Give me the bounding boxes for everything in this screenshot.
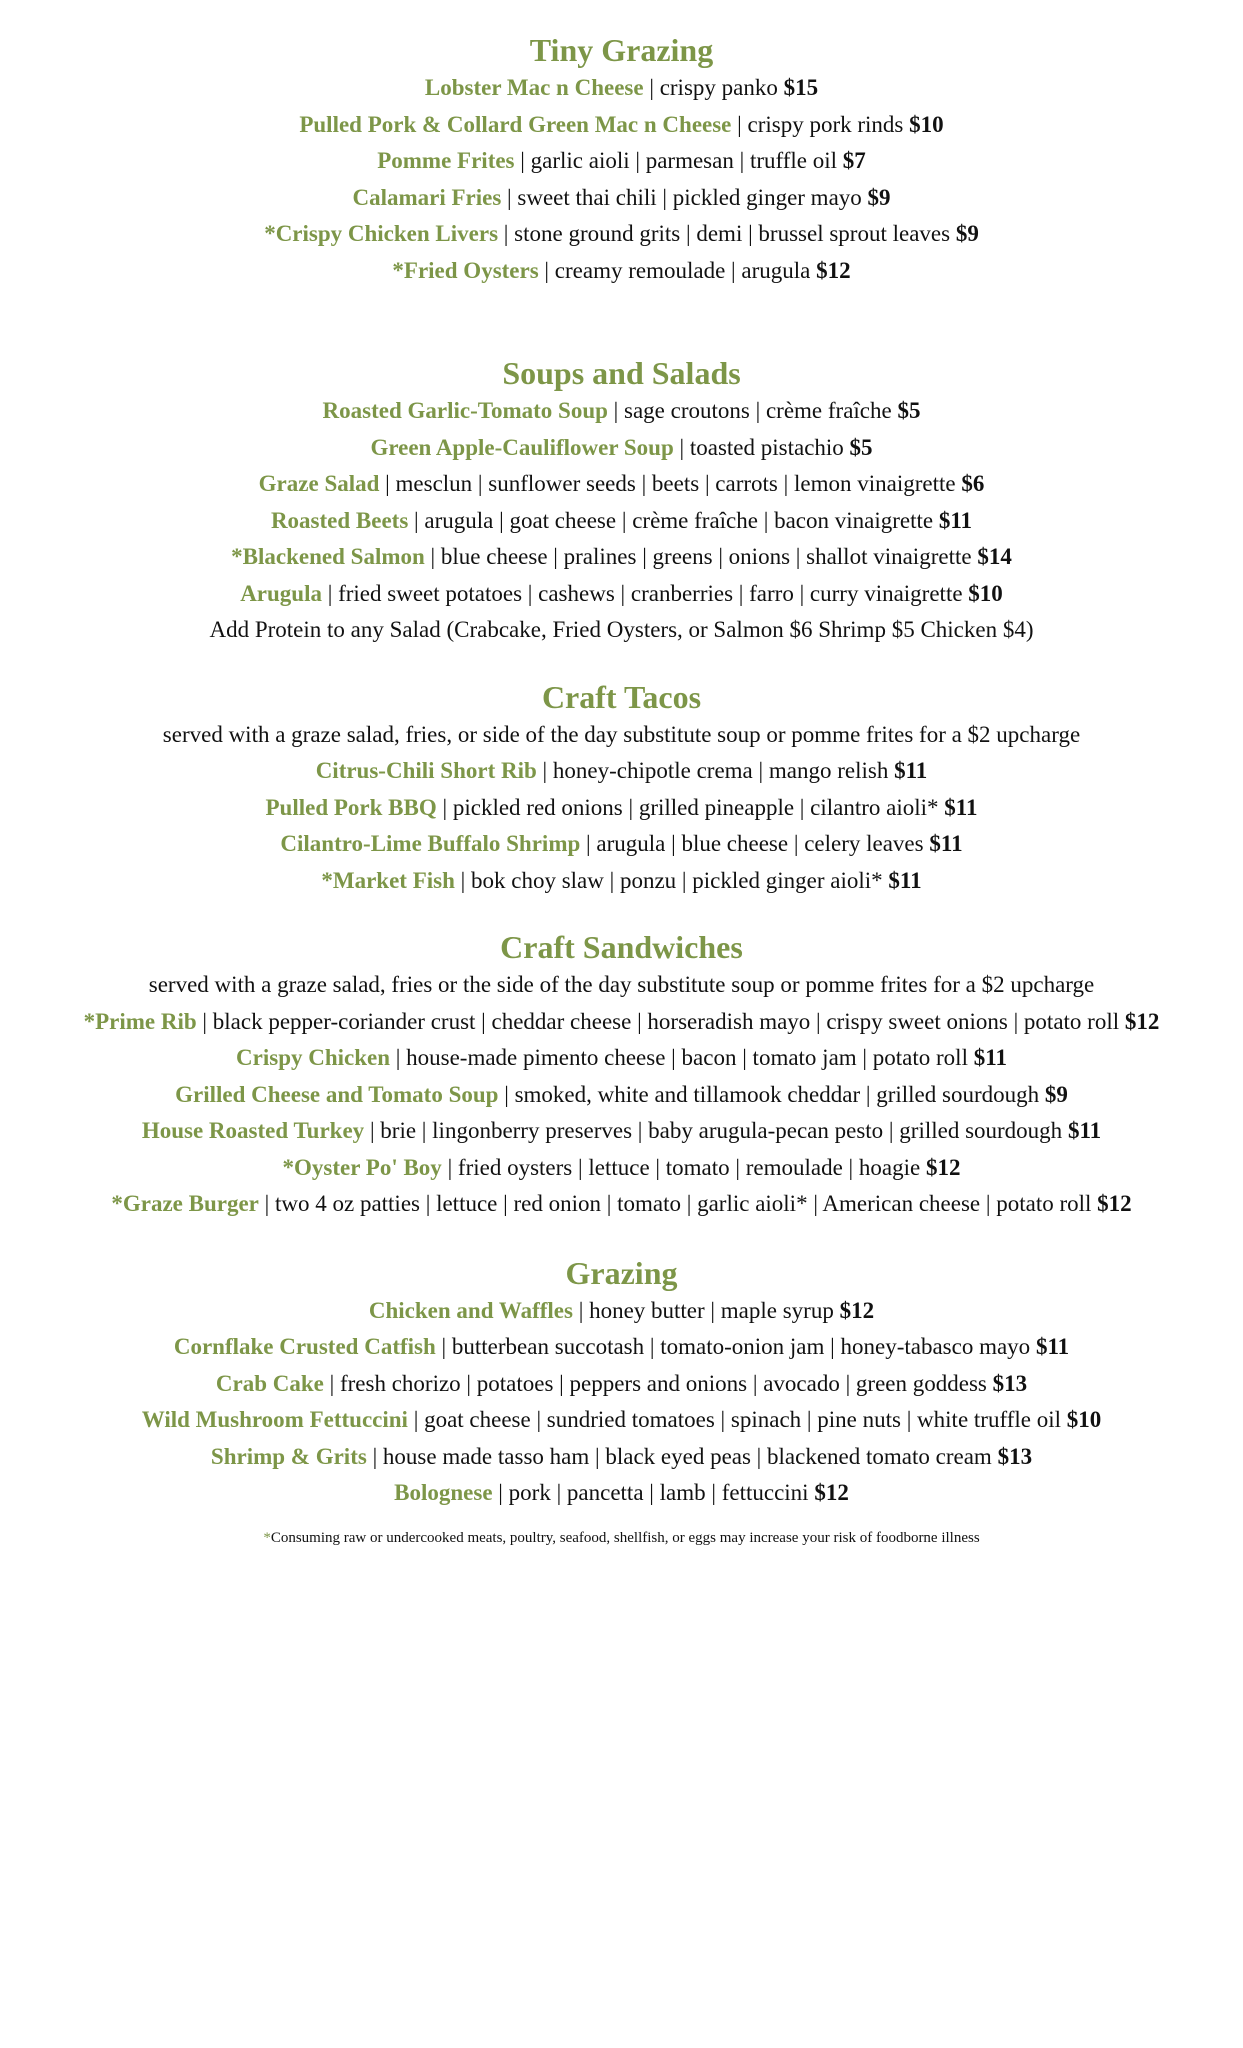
- menu-item-separator: |: [323, 1370, 340, 1396]
- menu-item-separator: |: [408, 507, 425, 533]
- footnote-text: Consuming raw or undercooked meats, poultry, seafood, shellfish, or eggs may increase your risk of foodborne illness: [270, 1529, 980, 1546]
- section-craft-tacos: [0, 677, 1243, 900]
- menu-item-price: $11: [1035, 1334, 1070, 1359]
- menu-item-name: Cilantro-Lime Buffalo Shrimp: [280, 831, 581, 856]
- menu-item-description: pork | pancetta | lamb | fettuccini: [508, 1480, 809, 1505]
- menu-item-name: *Prime Rib: [83, 1008, 197, 1034]
- menu-item-description: bok choy slaw | ponzu | pickled ginger aioli*: [471, 867, 883, 893]
- menu-item-separator: |: [441, 1154, 458, 1180]
- menu-item-price: $12: [1124, 1008, 1160, 1034]
- menu-item-price: $10: [1066, 1407, 1102, 1432]
- menu-item-description: house made tasso ham | black eyed peas | blackened tomato cream: [382, 1443, 992, 1469]
- menu-item-price: $12: [1097, 1191, 1132, 1216]
- menu-item-name: Green Apple-Cauliflower Soup: [370, 434, 674, 460]
- section-title: Tiny Grazing: [529, 32, 714, 68]
- menu-item: [0, 1293, 1243, 1330]
- menu-item-separator: |: [379, 471, 396, 496]
- menu-item-description: house-made pimento cheese | bacon | tomato jam | potato roll: [406, 1045, 968, 1070]
- menu-item-name: *Oyster Po' Boy: [282, 1154, 442, 1180]
- menu-item-description: butterbean succotash | tomato-onion jam | honey-tabasco mayo: [451, 1334, 1031, 1359]
- menu-item-separator: |: [580, 831, 597, 856]
- menu-item-separator: |: [435, 1334, 452, 1359]
- menu-item: [0, 1186, 1243, 1223]
- menu-item-description: arugula | goat cheese | crème fraîche | bacon vinaigrette: [424, 507, 934, 533]
- menu-item-description: creamy remoulade | arugula: [554, 257, 811, 283]
- section-grazing: [0, 1253, 1243, 1512]
- menu-item: [0, 1113, 1243, 1150]
- menu-item-name: *Market Fish: [321, 867, 455, 893]
- section-title: Craft Tacos: [541, 678, 702, 715]
- menu-item-price: $12: [925, 1154, 961, 1180]
- section-title: Grazing: [565, 1254, 678, 1291]
- menu-item-name: Roasted Beets: [270, 507, 409, 533]
- section-title: Soups and Salads: [502, 355, 741, 391]
- menu-item: [0, 503, 1243, 540]
- menu-item: [0, 430, 1243, 467]
- menu-item-separator: |: [366, 1443, 383, 1469]
- menu-item-description: honey-chipotle crema | mango relish: [552, 758, 889, 783]
- menu-item-name: Crispy Chicken: [236, 1045, 391, 1070]
- menu-item: [0, 1077, 1243, 1114]
- menu-item-separator: |: [321, 580, 339, 606]
- menu-item: [0, 1004, 1243, 1041]
- menu-item: [0, 826, 1243, 863]
- menu-item: [0, 790, 1243, 827]
- menu-item-separator: |: [436, 794, 453, 820]
- menu-item-name: Graze Salad: [258, 471, 380, 496]
- menu-item-description: black pepper-coriander crust | cheddar cheese | horseradish mayo | crispy sweet onions | potato roll: [212, 1008, 1120, 1034]
- menu-item-description: brie | lingonberry preserves | baby arugula-pecan pesto | grilled sourdough: [380, 1118, 1063, 1143]
- menu-item-name: House Roasted Turkey: [141, 1118, 365, 1143]
- menu-item-description: smoked, white and tillamook cheddar | grilled sourdough: [514, 1081, 1040, 1107]
- menu-item: [0, 393, 1243, 430]
- section-craft-sandwiches: [0, 927, 1243, 1223]
- menu-item-separator: |: [498, 1081, 515, 1107]
- menu-item: [0, 1329, 1243, 1366]
- menu-item-price: $12: [816, 257, 851, 283]
- menu-item-name: Pulled Pork & Collard Green Mac n Cheese: [299, 111, 732, 137]
- menu-item: [0, 107, 1243, 144]
- section-soups-and-salads: [0, 353, 1243, 649]
- menu-item-name: Shrimp & Grits: [210, 1443, 367, 1469]
- menu-item-separator: |: [514, 148, 531, 173]
- menu-item: [0, 1439, 1243, 1476]
- menu-item-name: Pomme Frites: [377, 148, 515, 173]
- menu-item-description: toasted pistachio: [689, 434, 844, 460]
- menu-item-separator: |: [407, 1407, 425, 1432]
- menu-item-description: arugula | blue cheese | celery leaves: [596, 831, 924, 856]
- menu-item: [0, 1040, 1243, 1077]
- menu-item-separator: |: [643, 75, 660, 100]
- menu-item-name: *Graze Burger: [111, 1191, 259, 1216]
- menu-item: [0, 753, 1243, 790]
- menu-item: [0, 1475, 1243, 1512]
- menu-item-name: Wild Mushroom Fettuccini: [141, 1407, 408, 1432]
- menu-item-price: $12: [839, 1297, 875, 1323]
- menu-item-name: *Blackened Salmon: [231, 544, 425, 569]
- menu-item-separator: |: [364, 1118, 381, 1143]
- menu-item-separator: |: [607, 398, 625, 423]
- menu-item: [0, 216, 1243, 253]
- menu-item-description: honey butter | maple syrup: [589, 1297, 834, 1323]
- menu-item-price: $10: [909, 111, 944, 137]
- menu-item-description: stone ground grits | demi | brussel sprout leaves: [514, 221, 951, 246]
- menu-item-name: Lobster Mac n Cheese: [424, 75, 644, 100]
- menu-item-price: $11: [973, 1045, 1007, 1070]
- menu-item-name: Grilled Cheese and Tomato Soup: [175, 1081, 499, 1107]
- menu-item-price: $15: [783, 75, 819, 100]
- menu-item-separator: |: [498, 221, 515, 246]
- footnote-asterisk: *: [263, 1529, 271, 1546]
- menu-item: [0, 539, 1243, 576]
- menu-item: [0, 1402, 1243, 1439]
- menu-item-description: fresh chorizo | potatoes | peppers and onions | avocado | green goddess: [339, 1370, 987, 1396]
- menu-item-price: $9: [1044, 1081, 1068, 1107]
- menu-item-name: *Fried Oysters: [392, 257, 539, 283]
- menu-item-description: sweet thai chili | pickled ginger mayo: [517, 184, 862, 210]
- menu-item-name: Citrus-Chili Short Rib: [315, 758, 537, 783]
- menu-item-price: $11: [1067, 1118, 1102, 1143]
- menu-item-price: $13: [997, 1443, 1033, 1469]
- menu-item-price: $11: [888, 867, 922, 893]
- section-note: served with a graze salad, fries or the side of the day substitute soup or pomme frites for a $2 upcharge: [148, 972, 1095, 997]
- menu-item-separator: |: [673, 434, 690, 460]
- menu-item: [0, 180, 1243, 217]
- menu-item-description: sage croutons | crème fraîche: [624, 398, 892, 423]
- menu-item: [0, 863, 1243, 900]
- menu-item-name: Arugula: [240, 580, 322, 606]
- menu-item-separator: |: [572, 1297, 590, 1323]
- menu-item-description: crispy panko: [659, 75, 778, 100]
- section-title: Craft Sandwiches: [500, 929, 743, 965]
- section-note: served with a graze salad, fries, or side of the day substitute soup or pomme frites for a $2 upcharge: [162, 721, 1081, 747]
- menu-item-price: $11: [894, 758, 928, 783]
- menu-item-description: fried sweet potatoes | cashews | cranberries | farro | curry vinaigrette: [338, 580, 963, 606]
- menu-item-price: $7: [842, 148, 866, 173]
- menu-item-price: $9: [955, 221, 979, 246]
- menu-item-name: Cornflake Crusted Catfish: [173, 1334, 436, 1359]
- menu-item-separator: |: [424, 544, 441, 569]
- menu-item-name: Crab Cake: [215, 1370, 324, 1396]
- menu-item-separator: |: [501, 184, 518, 210]
- section-tiny-grazing: [0, 0, 1243, 289]
- menu-item-description: crispy pork rinds: [747, 111, 904, 137]
- menu-item: [0, 1366, 1243, 1403]
- menu-item-description: two 4 oz patties | lettuce | red onion | tomato | garlic aioli* | American cheese | potato roll: [274, 1191, 1092, 1216]
- menu-item-price: $13: [992, 1370, 1028, 1396]
- menu-item: [0, 466, 1243, 503]
- menu-item-name: *Crispy Chicken Livers: [264, 221, 499, 246]
- menu-item-separator: |: [492, 1480, 509, 1505]
- menu-item: [0, 253, 1243, 290]
- menu-item-description: mesclun | sunflower seeds | beets | carrots | lemon vinaigrette: [395, 471, 956, 496]
- menu-item-separator: |: [258, 1191, 275, 1216]
- menu-item-name: Calamari Fries: [352, 184, 502, 210]
- menu-item-price: $14: [977, 544, 1012, 569]
- menu-item-separator: |: [536, 758, 553, 783]
- section-note: Add Protein to any Salad (Crabcake, Fried Oysters, or Salmon $6 Shrimp $5 Chicken $4): [209, 617, 1034, 642]
- menu-item-price: $10: [968, 580, 1003, 606]
- menu-item-separator: |: [538, 257, 555, 283]
- menu-item-description: pickled red onions | grilled pineapple | cilantro aioli*: [452, 794, 939, 820]
- menu-item-price: $11: [938, 507, 973, 533]
- menu-item-description: garlic aioli | parmesan | truffle oil: [530, 148, 838, 173]
- menu-item: [0, 143, 1243, 180]
- menu-item-separator: |: [731, 111, 748, 137]
- menu-item-price: $11: [944, 794, 978, 820]
- menu-item-price: $12: [814, 1480, 849, 1505]
- menu-item: [0, 576, 1243, 613]
- menu-item: [0, 70, 1243, 107]
- menu-item-separator: |: [390, 1045, 407, 1070]
- menu-item-price: $5: [849, 434, 873, 460]
- menu-item-price: $6: [961, 471, 985, 496]
- menu-item: [0, 1150, 1243, 1187]
- menu-item-separator: |: [196, 1008, 213, 1034]
- menu-item-description: blue cheese | pralines | greens | onions | shallot vinaigrette: [440, 544, 972, 569]
- menu-item-name: Chicken and Waffles: [368, 1297, 573, 1323]
- menu-item-name: Roasted Garlic-Tomato Soup: [322, 398, 608, 423]
- menu-item-description: goat cheese | sundried tomatoes | spinach | pine nuts | white truffle oil: [424, 1407, 1061, 1432]
- footnote: [0, 1528, 1243, 1548]
- menu-item-separator: |: [454, 867, 471, 893]
- menu-item-name: Pulled Pork BBQ: [265, 794, 437, 820]
- menu-item-price: $9: [867, 184, 891, 210]
- menu-item-description: fried oysters | lettuce | tomato | remoulade | hoagie: [457, 1154, 921, 1180]
- menu-item-name: Bolognese: [394, 1480, 493, 1505]
- menu-item-price: $11: [929, 831, 963, 856]
- menu-item-price: $5: [897, 398, 921, 423]
